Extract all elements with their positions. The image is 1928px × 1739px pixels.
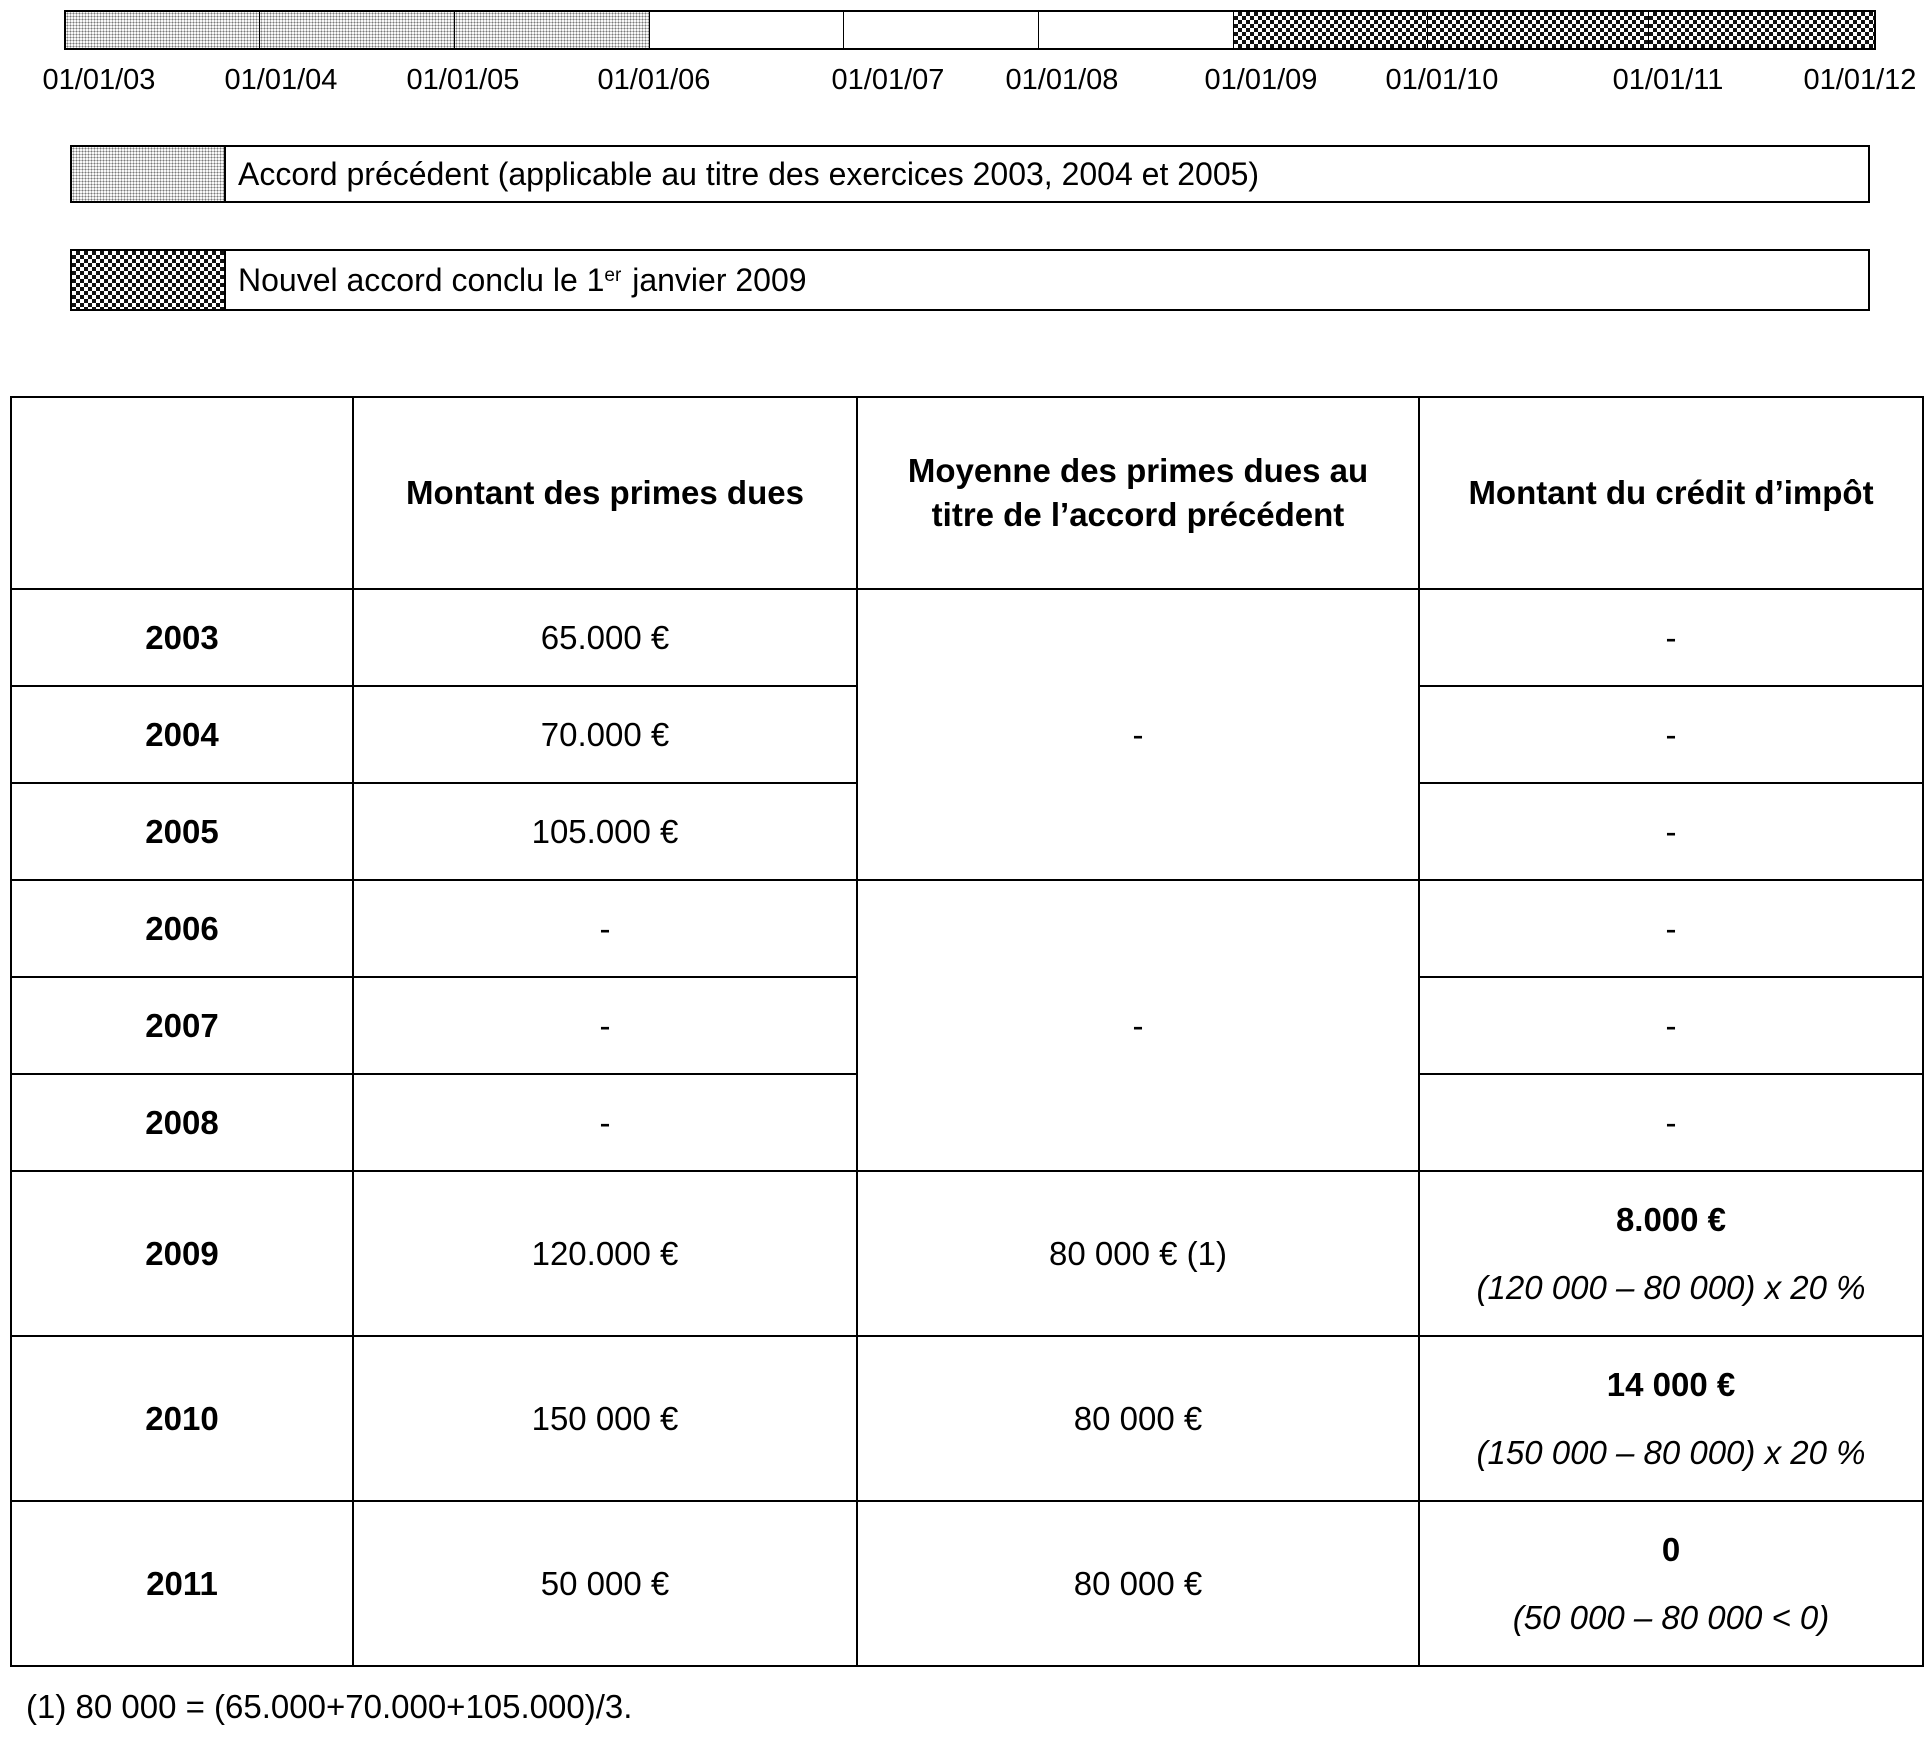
average-cell: 80 000 € (1) [857, 1171, 1419, 1336]
credit-cell: - [1419, 880, 1923, 977]
timeline-segment-2006 [650, 12, 844, 48]
premiums-cell: - [353, 1074, 857, 1171]
average-cell: 80 000 € [857, 1501, 1419, 1666]
year-cell: 2010 [11, 1336, 353, 1501]
timeline-tick-label: 01/01/03 [42, 64, 156, 96]
premiums-cell: - [353, 880, 857, 977]
timeline-tick-label: 01/01/06 [597, 64, 711, 96]
timeline-bar [64, 10, 1876, 50]
timeline-segment-2008 [1039, 12, 1234, 48]
credit-calculation: (150 000 – 80 000) x 20 % [1476, 1433, 1866, 1471]
legend-new-agreement [70, 249, 1870, 311]
table-row [11, 880, 1923, 977]
header-premiums: Montant des primes dues [353, 397, 857, 589]
footnote: (1) 80 000 = (65.000+70.000+105.000)/3. [26, 1688, 633, 1725]
year-cell: 2009 [11, 1171, 353, 1336]
premiums-cell: 70.000 € [353, 686, 857, 783]
timeline-tick-label: 01/01/11 [1612, 64, 1724, 96]
timeline-tick-label: 01/01/09 [1204, 64, 1318, 96]
timeline-segment-2005 [455, 12, 650, 48]
year-cell: 2006 [11, 880, 353, 977]
legend-label-new [226, 251, 807, 309]
legend-previous-agreement [70, 145, 1870, 203]
premiums-cell: 105.000 € [353, 783, 857, 880]
legend-label-new-sup: er [604, 265, 622, 286]
tax-credit-table [10, 396, 1924, 1667]
timeline-segment-2009 [1234, 12, 1428, 48]
year-cell: 2007 [11, 977, 353, 1074]
year-cell: 2008 [11, 1074, 353, 1171]
credit-calculation: (120 000 – 80 000) x 20 % [1476, 1268, 1866, 1306]
credit-cell: - [1419, 783, 1923, 880]
year-cell: 2011 [11, 1501, 353, 1666]
average-cell: - [857, 589, 1419, 880]
premiums-cell: 120.000 € [353, 1171, 857, 1336]
legend-label-previous: Accord précédent (applicable au titre des exercices 2003, 2004 et 2005) [238, 155, 1260, 192]
timeline-segment-2011 [1649, 12, 1874, 48]
credit-cell: - [1419, 686, 1923, 783]
credit-cell [1419, 1501, 1923, 1666]
year-cell: 2004 [11, 686, 353, 783]
premiums-cell: - [353, 977, 857, 1074]
table-row [11, 1336, 1923, 1501]
header-year [11, 397, 353, 589]
timeline-tick-label: 01/01/12 [1803, 64, 1917, 96]
table-row [11, 1171, 1923, 1336]
credit-amount: 0 [1661, 1530, 1681, 1568]
legend-swatch-checker [72, 251, 226, 309]
timeline-tick-label: 01/01/10 [1385, 64, 1499, 96]
timeline-tick-label: 01/01/08 [1005, 64, 1119, 96]
timeline-segment-2007 [844, 12, 1039, 48]
legend-label-new-suffix: janvier 2009 [623, 261, 807, 298]
timeline-segment-2004 [260, 12, 455, 48]
premiums-cell: 65.000 € [353, 589, 857, 686]
table-header-row [11, 397, 1923, 589]
timeline-tick-label: 01/01/05 [406, 64, 520, 96]
timeline-tick-label: 01/01/04 [224, 64, 338, 96]
premiums-cell: 50 000 € [353, 1501, 857, 1666]
credit-calculation: (50 000 – 80 000 < 0) [1512, 1598, 1830, 1636]
credit-amount: 14 000 € [1606, 1365, 1736, 1403]
average-cell: 80 000 € [857, 1336, 1419, 1501]
credit-cell [1419, 1171, 1923, 1336]
year-cell: 2005 [11, 783, 353, 880]
year-cell: 2003 [11, 589, 353, 686]
table-row [11, 1501, 1923, 1666]
header-average: Moyenne des primes dues au titre de l’accord précédent [857, 397, 1419, 589]
legend-swatch-dots [72, 147, 226, 201]
timeline-segment-2010 [1428, 12, 1649, 48]
credit-amount: 8.000 € [1615, 1200, 1727, 1238]
legend-label-new-prefix: Nouvel accord conclu le 1 [238, 261, 605, 298]
table-row [11, 589, 1923, 686]
credit-cell: - [1419, 1074, 1923, 1171]
timeline-segment-2003 [66, 12, 260, 48]
timeline-tick-label: 01/01/07 [831, 64, 945, 96]
credit-cell [1419, 1336, 1923, 1501]
premiums-cell: 150 000 € [353, 1336, 857, 1501]
header-credit: Montant du crédit d’impôt [1419, 397, 1923, 589]
average-cell: - [857, 880, 1419, 1171]
credit-cell: - [1419, 977, 1923, 1074]
credit-cell: - [1419, 589, 1923, 686]
